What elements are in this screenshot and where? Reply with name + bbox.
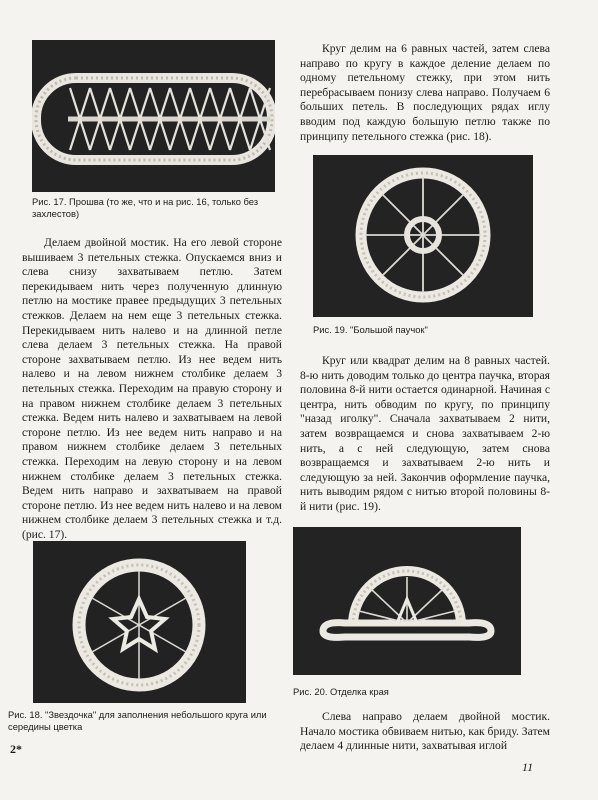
left-column-text (22, 236, 282, 542)
right-paragraph-3: Слева направо делаем двойной мостик. Начало мостика обвиваем нитью, как бриду. Затем делаем 4 длинные нити, захватывая иглой (300, 710, 550, 753)
star-wheel-image (33, 541, 246, 703)
right-column-text-3 (300, 710, 550, 754)
signature-mark: 2* (10, 742, 22, 756)
figure-19-photo (313, 155, 533, 317)
figure-20-caption: Рис. 20. Отделка края (293, 686, 389, 697)
lace-insertion-strip-image (32, 40, 275, 192)
page-number: 11 (522, 760, 534, 774)
right-column-text-1 (300, 42, 550, 144)
figure-17-photo (32, 40, 275, 192)
right-column-text-2 (300, 354, 550, 515)
figure-18-caption: Рис. 18. "Звездочка" для заполнения небольшого круга или середины цветка (8, 709, 267, 732)
big-spider-wheel-image (313, 155, 533, 317)
figure-17-caption: Рис. 17. Прошва (то же, что и на рис. 16, только без захлестов) (32, 196, 259, 219)
right-paragraph-2: Круг или квадрат делим на 8 равных частей. 8-ю нить доводим только до центра паучка, вторая половина 8-й нити остается одинарной. Начиная с центра, нить обводим по кругу, по принципу "назад иголку". Сначала захватываем 2 нити, затем возвращаемся и снова захватываем 2-ю нить, а с ней следующую, затем снова возвращаемся и захватываем 2-ю нить и следующую за ней. Закончив оформление паучка, нить выводим рядом с нитью второй половины 8-й нити (рис. 19). (300, 354, 550, 513)
right-paragraph-1: Круг делим на 6 равных частей, затем слева направо по кругу в каждое деление делаем по одному петельному стежку, при этом нить перебрасываем понизу слева направо. Получаем 6 больших петель. В последующих рядах иглу вводим под каждую большую петлю также по принципу петельного стежка (рис. 18). (300, 42, 550, 143)
figure-18-photo (33, 541, 246, 703)
edge-finishing-image (293, 527, 521, 675)
figure-20-photo (293, 527, 521, 675)
left-paragraph: Делаем двойной мостик. На его левой стороне вышиваем 3 петельных стежка. Опускаемся вниз и слева снизу захватываем петлю. Затем перекидываем нить через полученную длинную петлю на мостике правее предыдущих 3 петельных стежков. Делаем на нем еще 3 петельных стежка. Перекидываем нить налево и на длинной петле слева делаем 3 петельных стежка. На правой стороне захватываем петлю. Из нее ведем нить налево и на левом нижнем столбике делаем 3 петельных стежка. Переходим на правую сторону и на правом нижнем столбике делаем 3 петельных стежка. Ведем нить налево и захватываем на левой стороне петлю. Из нее ведем нить направо и на правом нижнем столбике делаем 3 петельных стежка. Переходим на левую сторону и на левом нижнем столбике делаем 3 петельных стежка. Ведем нить направо и захватываем на правой стороне петлю. Из нее ведем нить налево и на левом нижнем столбике делаем 3 петельных стежка и т.д. (рис. 17). (22, 236, 282, 541)
figure-19-caption: Рис. 19. "Большой паучок" (313, 324, 428, 335)
